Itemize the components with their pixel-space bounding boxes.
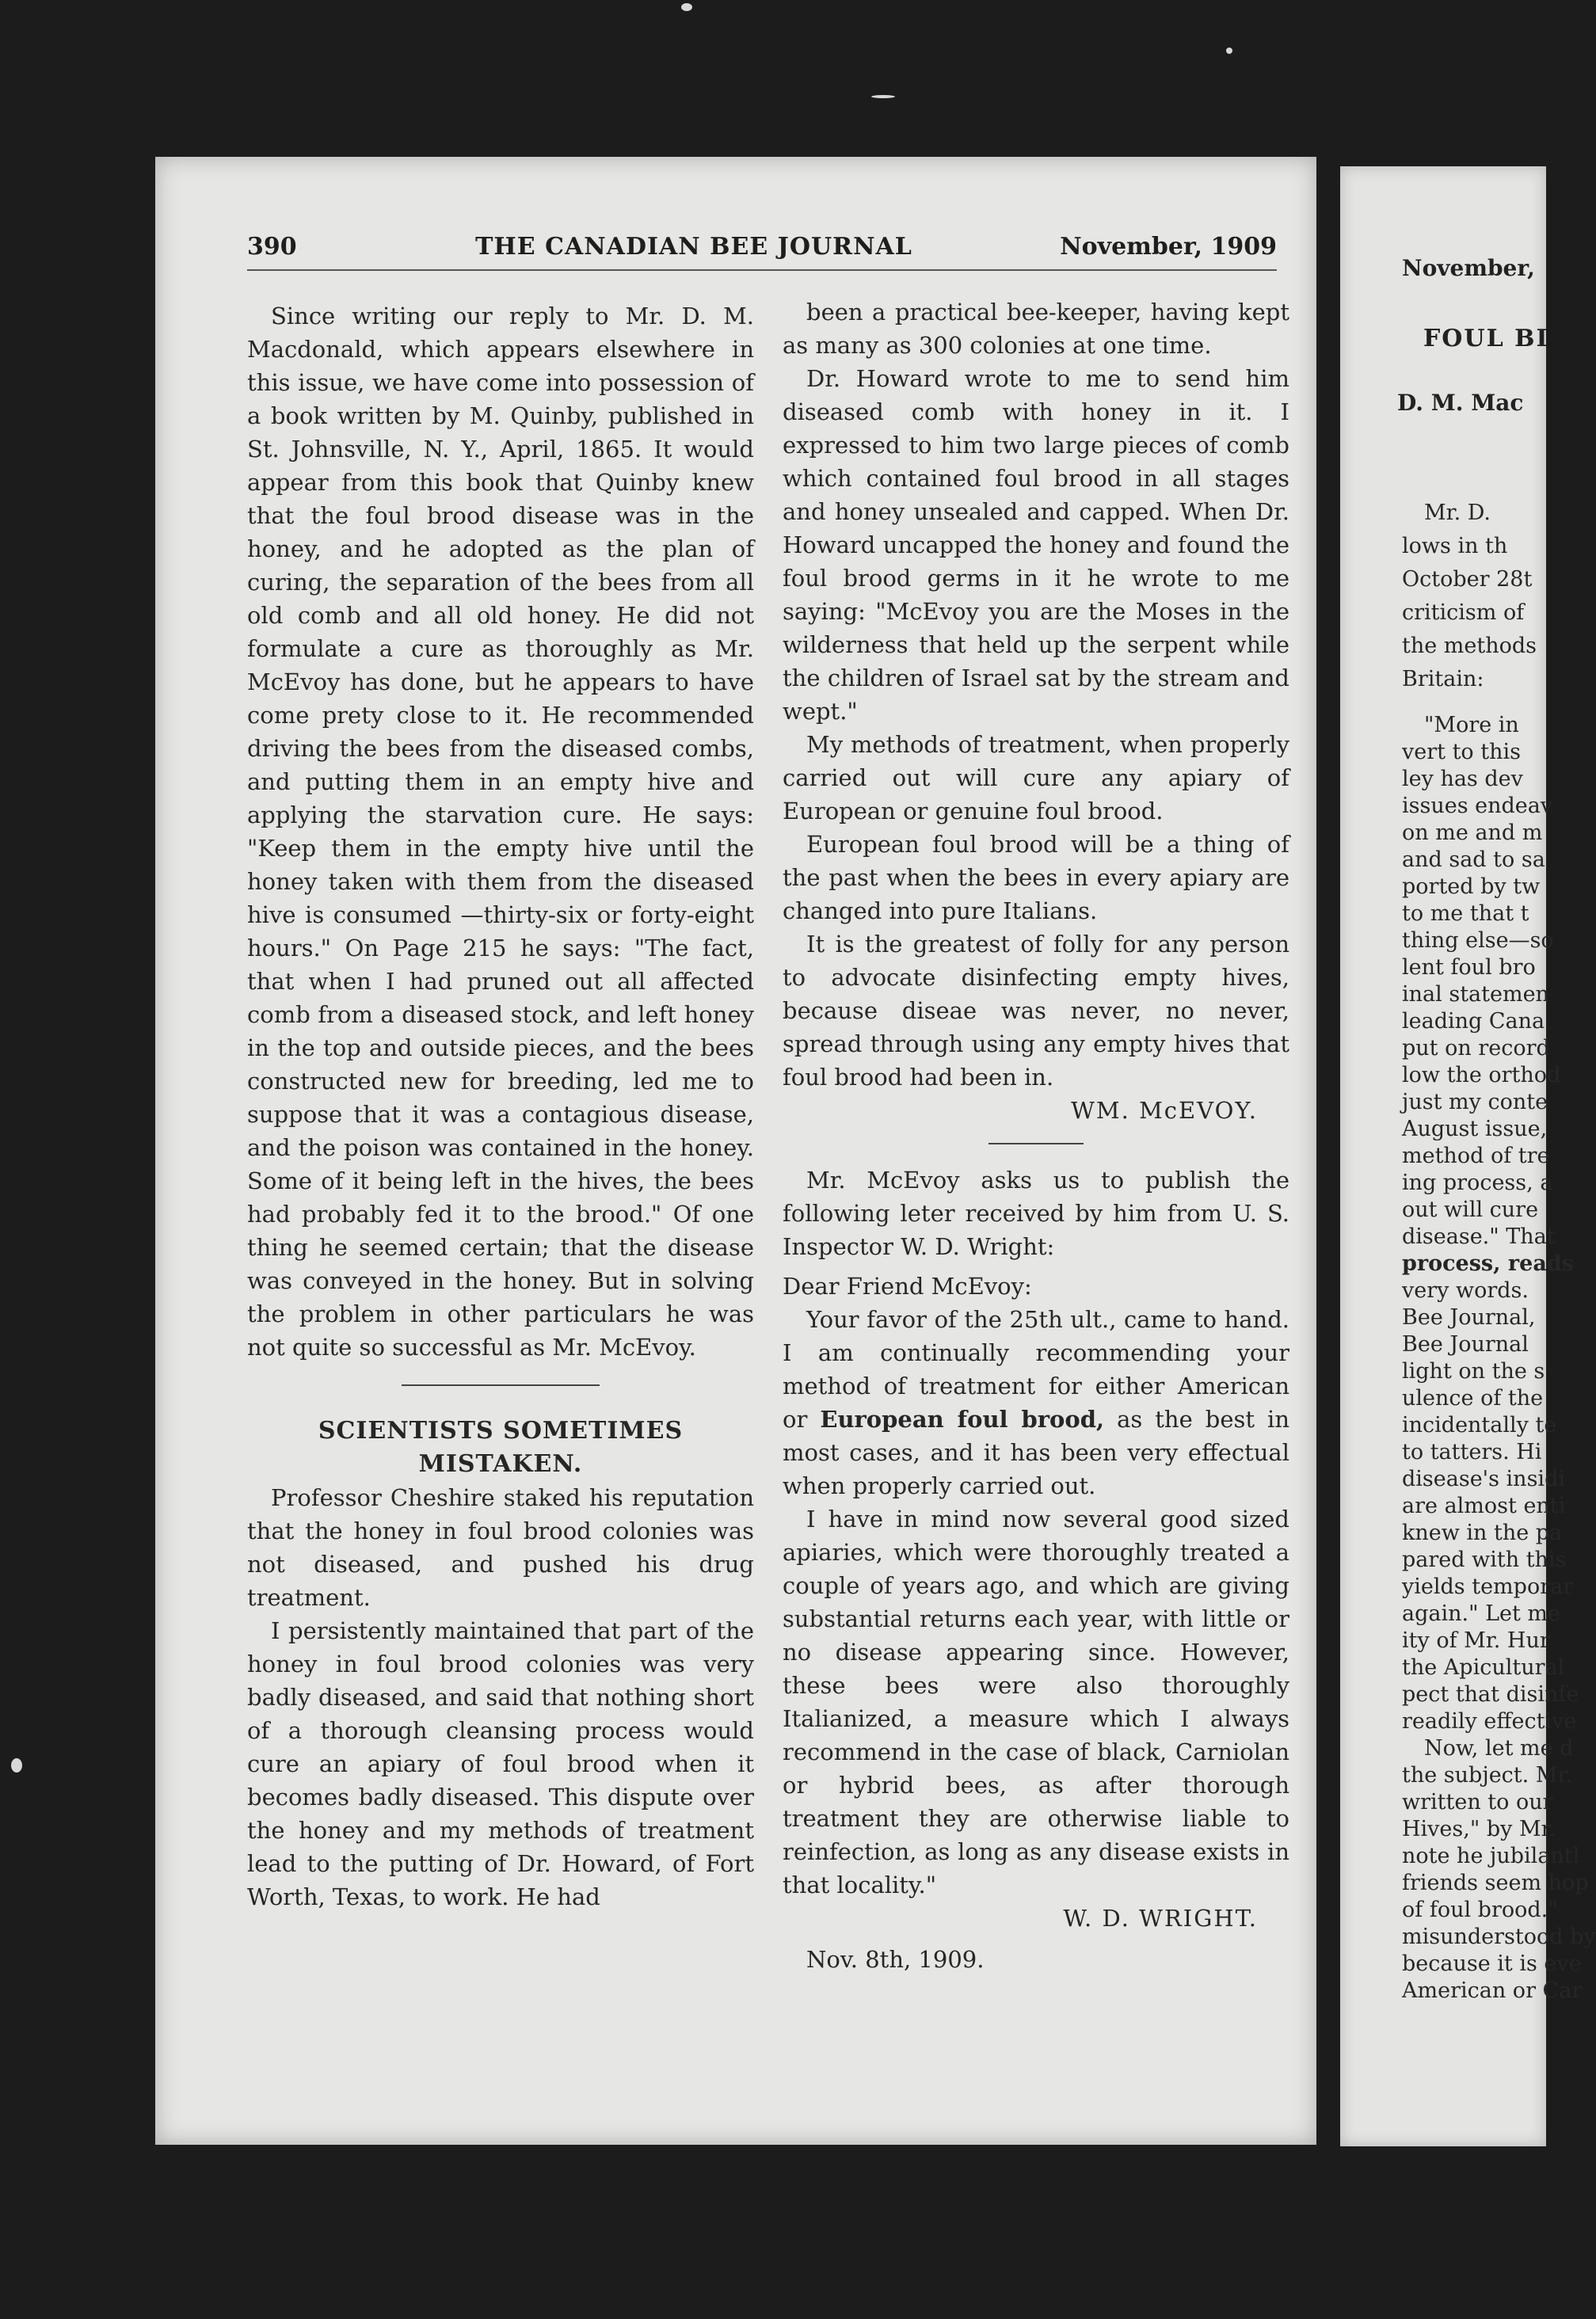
body-paragraph: Dr. Howard wrote to me to send him diseased comb with honey in it. I expressed to him two large pieces of comb which contained foul brood in all stages and honey unsealed and capped. When Dr. Howard uncapped the honey and found the foul brood germs in it he wrote to me saying: "McEvoy you are the Moses in the wilderness that held up the serpent while the children of Israel sat by the stream and wept." [783, 365, 1289, 725]
body-paragraph: Since writing our reply to Mr. D. M. Macdonald, which appears elsewhere in this issue, we have come into possession of a book written by M. Quinby, published in St. Johnsville, N. Y., April, 1865. It would appear from this book that Quinby knew that the foul brood disease was in the honey, and he adopted as the plan of curing, the separation of the bees from all old comb and all old honey. He did not formulate a cure as thoroughly as Mr. McEvoy has done, but he appears to have come prety close to it. He recommended driving the bees from the diseased combs, and putting them in an empty hive and applying the starvation cure. He says: "Keep them in the empty hive until the honey taken with them from the diseased hive is consumed —thirty-six or forty-eight hours." On Page 215 he says: "The fact, that when I had pruned out all affected comb from a diseased stock, and left honey in the top and outside pieces, and the bees constructed new for breeding, led me to suppose that it was a contagious disease, and the poison was contained in the honey. Some of it being left in the hives, the bees had probably fed it to the brood." Of one thing he seemed certain; that the disease was conveyed in the honey. But in solving the problem in other particulars he was not quite so successful as Mr. McEvoy. [247, 303, 754, 1361]
facing-page-line: "More in [1424, 713, 1519, 737]
facing-page-line: American or Car [1402, 1978, 1583, 2003]
facing-page-line: pared with this [1402, 1548, 1567, 1572]
facing-page-line: ley has dev [1402, 767, 1523, 791]
dust-speck [681, 3, 692, 11]
issue-date: November, 1909 [1060, 233, 1277, 261]
facing-page-line: pect that disinfe [1402, 1682, 1579, 1707]
facing-page-line: Hives," by Mr. [1402, 1817, 1556, 1841]
facing-page-heading: FOUL BI [1423, 325, 1549, 352]
dust-speck [871, 95, 895, 98]
letter-paragraph: I have in mind now several good sized apiaries, which were thoroughly treated a couple of years ago, and which are giving substantial returns each year, with little or no disease appearing since. However, these bees were also thoroughly Italianized, a measure which I always recommend in the case of black, Carniolan or hybrid bees, as after thorough treatment they are otherwise liable to reinfection, as long as any disease exists in that locality." [783, 1506, 1289, 1898]
body-paragraph: Professor Cheshire staked his reputation that the honey in foul brood colonies was not diseased, and pushed his drug treatment. [247, 1484, 754, 1611]
facing-page-line: lows in th [1402, 534, 1508, 558]
facing-page-line: are almost enti [1402, 1494, 1566, 1518]
facing-page-line: written to our [1402, 1790, 1553, 1814]
facing-page-line: ing process, a [1402, 1171, 1553, 1195]
header-rule [247, 269, 1277, 271]
facing-page-line: inal statemen [1402, 982, 1549, 1007]
body-paragraph: It is the greatest of folly for any person to advocate disinfecting empty hives, because diseae was never, no never, spread through using any empty hives that foul brood had been in. [783, 931, 1289, 1091]
facing-page-line: of foul brood." [1402, 1898, 1558, 1922]
body-paragraph: European foul brood will be a thing of the past when the bees in every apiary are changed into pure Italians. [783, 831, 1289, 924]
facing-page-line: just my conte [1402, 1090, 1548, 1114]
intro-paragraph: Mr. McEvoy asks us to publish the following leter received by him from U. S. Inspector W. D. Wright: [783, 1167, 1289, 1260]
facing-page-line: to tatters. Hi [1402, 1440, 1542, 1464]
letter-date: Nov. 8th, 1909. [806, 1946, 985, 1973]
facing-page-line: criticism of [1402, 600, 1525, 625]
facing-page-line: August issue, [1402, 1117, 1548, 1141]
facing-page-line: Bee Journal, [1402, 1305, 1536, 1330]
facing-page-line: October 28t [1402, 567, 1533, 592]
facing-page-line: Now, let me d [1424, 1736, 1574, 1761]
letter-salutation: Dear Friend McEvoy: [783, 1273, 1032, 1300]
facing-page-line: readily effective [1402, 1709, 1577, 1734]
facing-page-line: lent foul bro [1402, 955, 1536, 980]
facing-page-line: vert to this [1402, 740, 1521, 764]
facing-page-line: thing else—so [1402, 928, 1554, 953]
letter-text: Your favor of the 25th ult., came to hand. I am continually recommending your method of treatment for either American or [783, 1306, 1289, 1433]
facing-page-line: light on the s [1402, 1359, 1545, 1384]
facing-page-line: incidentally te [1402, 1413, 1557, 1437]
facing-page-line: very words. [1402, 1278, 1529, 1303]
facing-page-line: because it is eve [1402, 1952, 1582, 1976]
section-divider [988, 1143, 1084, 1144]
running-header [247, 233, 1277, 269]
facing-page-line: ity of Mr. Hur [1402, 1628, 1550, 1653]
signature-wright: W. D. WRIGHT. [1063, 1905, 1258, 1932]
body-paragraph: been a practical bee-keeper, having kept as many as 300 colonies at one time. [783, 299, 1289, 359]
letter-paragraph [783, 1303, 1289, 1502]
facing-page-line: the Apicultural [1402, 1655, 1565, 1680]
facing-page-line: Mr. D. [1424, 501, 1498, 525]
facing-page-line: method of tre [1402, 1144, 1550, 1168]
facing-page-line: knew in the pa [1402, 1521, 1563, 1545]
page-number: 390 [247, 233, 297, 261]
left-column [247, 299, 754, 1913]
body-paragraph: My methods of treatment, when properly carried out will cure any apiary of European or genuine foul brood. [783, 731, 1289, 824]
facing-page [1340, 166, 1596, 2146]
facing-page-line: again." Let me [1402, 1601, 1561, 1626]
journal-title: THE CANADIAN BEE JOURNAL [475, 233, 912, 261]
letter-emphasis: European foul brood, [820, 1406, 1105, 1433]
facing-page-line: put on record [1402, 1036, 1550, 1060]
facing-page-line: leading Cana [1402, 1009, 1545, 1034]
facing-page-line: Britain: [1402, 667, 1484, 691]
facing-page-line: on me and m [1402, 821, 1543, 845]
facing-page-line: ported by tw [1402, 874, 1541, 899]
facing-page-line: low the orthod [1402, 1063, 1561, 1087]
facing-page-line: the methods [1402, 634, 1537, 658]
facing-page-line: yields temporar [1402, 1575, 1574, 1599]
dust-speck [1226, 48, 1232, 54]
letter-text: as the best in most cases, and it has been very effectual when properly carried out. [783, 1406, 1290, 1499]
facing-page-line: and sad to sa [1402, 847, 1545, 872]
facing-page-line: misunderstood by [1402, 1925, 1596, 1949]
facing-page-byline: D. M. Mac [1397, 390, 1524, 416]
facing-page-line: note he jubilantl [1402, 1844, 1580, 1868]
signature-mcevoy: WM. McEVOY. [1071, 1097, 1258, 1124]
facing-page-line: process, reads [1402, 1251, 1574, 1276]
facing-page-line: friends seem hop [1402, 1871, 1589, 1895]
right-column [783, 295, 1289, 1976]
facing-page-line: disease's insidi [1402, 1467, 1565, 1491]
dust-speck [11, 1758, 22, 1773]
section-divider [402, 1384, 600, 1386]
section-heading: SCIENTISTS SOMETIMES MISTAKEN. [318, 1417, 684, 1478]
facing-page-line: issues endeav [1402, 794, 1553, 818]
facing-page-line: to me that t [1402, 901, 1529, 926]
facing-page-line: Bee Journal [1402, 1332, 1529, 1357]
facing-page-header: November, [1402, 255, 1535, 281]
facing-page-line: disease." That [1402, 1224, 1556, 1249]
body-paragraph: I persistently maintained that part of the honey in foul brood colonies was very badly diseased, and said that nothing short of a thorough cleansing process would cure an apiary of foul brood when it becomes badly diseased. This dispute over the honey and my methods of treatment lead to the putting of Dr. Howard, of Fort Worth, Texas, to work. He had [247, 1617, 754, 1910]
facing-page-line: ulence of the [1402, 1386, 1544, 1411]
journal-page [155, 157, 1316, 2145]
facing-page-line: the subject. Mr. [1402, 1763, 1572, 1788]
facing-page-line: out will cure [1402, 1198, 1539, 1222]
